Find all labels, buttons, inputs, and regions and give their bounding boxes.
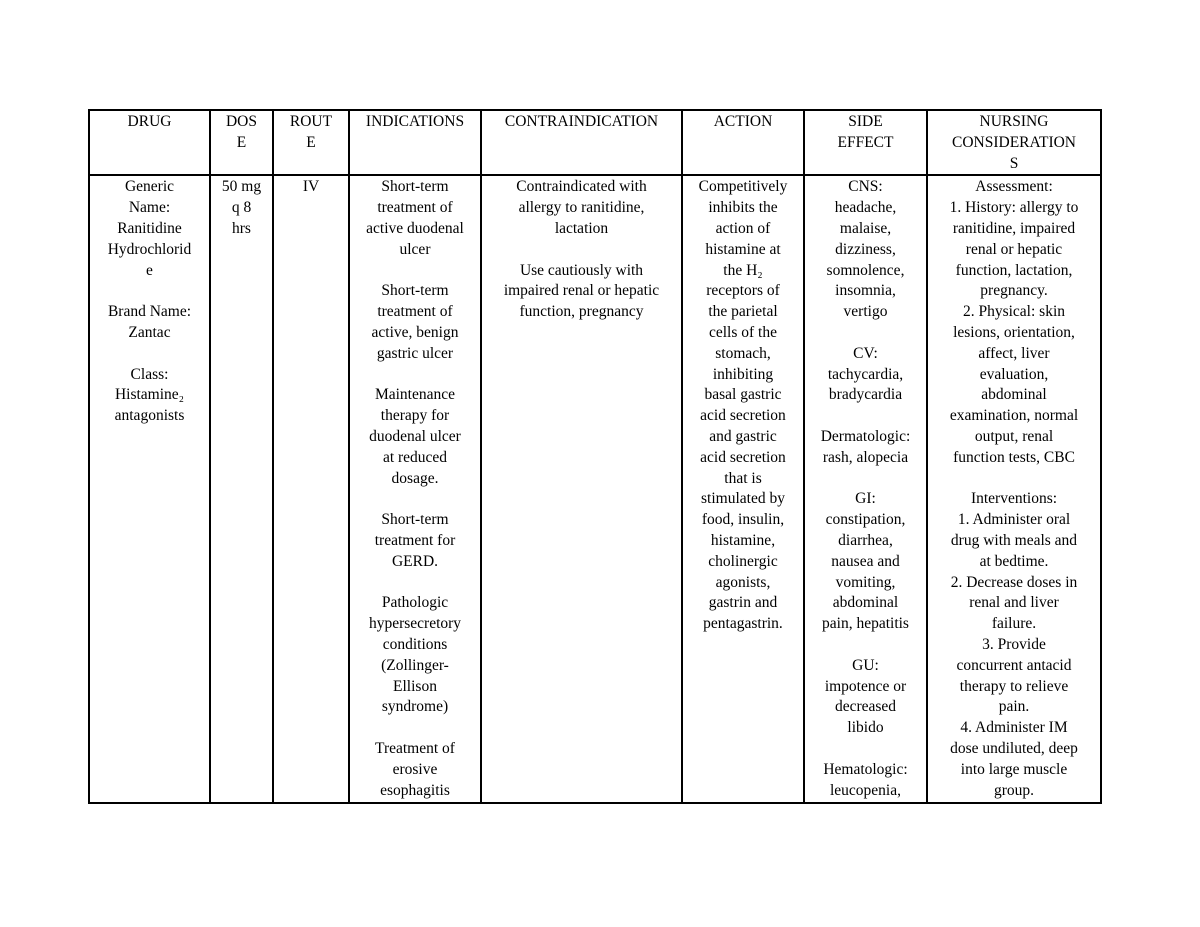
header-indications: INDICATIONS <box>349 110 481 175</box>
header-action: ACTION <box>682 110 804 175</box>
cell-contraindication: Contraindicated with allergy to ranitidine, lactation Use cautiously with impaired renal or hepatic function, pregnancy <box>481 175 682 803</box>
cell-indications: Short-term treatment of active duodenal ulcer Short-term treatment of active, benign gastric ulcer Maintenance therapy for duodenal ulcer at reduced dosage. Short-term treatment for GERD. Pathologic hypersecretory conditions (Zollinger- Ellison syndrome) Treatment of erosive esophagitis <box>349 175 481 803</box>
cell-side-effect: CNS: headache, malaise, dizziness, somnolence, insomnia, vertigo CV: tachycardia, bradycardia Dermatologic: rash, alopecia GI: constipation, diarrhea, nausea and vomiting, abdominal pain, hepatitis GU: impotence or decreased libido Hematologic: leucopenia, <box>804 175 927 803</box>
cell-dose: 50 mg q 8 hrs <box>210 175 273 803</box>
header-route: ROUT E <box>273 110 349 175</box>
table-header-row <box>89 110 1101 175</box>
cell-action: Competitively inhibits the action of histamine at the H₂ receptors of the parietal cells of the stomach, inhibiting basal gastric acid secretion and gastric acid secretion that is stimulated by food, insulin, histamine, cholinergic agonists, gastrin and pentagastrin. <box>682 175 804 803</box>
cell-nursing-considerations: Assessment: 1. History: allergy to ranitidine, impaired renal or hepatic function, lactation, pregnancy. 2. Physical: skin lesions, orientation, affect, liver evaluation, abdominal examination, normal output, renal function tests, CBC Interventions: 1. Administer oral drug with meals and at bedtime. 2. Decrease doses in renal and liver failure. 3. Provide concurrent antacid therapy to relieve pain. 4. Administer IM dose undiluted, deep into large muscle group. <box>927 175 1101 803</box>
header-nursing-considerations: NURSING CONSIDERATION S <box>927 110 1101 175</box>
cell-drug: Generic Name: Ranitidine Hydrochlorid e Brand Name: Zantac Class: Histamine₂ antagonists <box>89 175 210 803</box>
header-side-effect: SIDE EFFECT <box>804 110 927 175</box>
header-dose: DOS E <box>210 110 273 175</box>
table-row <box>89 175 1101 803</box>
cell-route: IV <box>273 175 349 803</box>
header-contraindication: CONTRAINDICATION <box>481 110 682 175</box>
header-drug: DRUG <box>89 110 210 175</box>
drug-study-table <box>88 109 1102 804</box>
